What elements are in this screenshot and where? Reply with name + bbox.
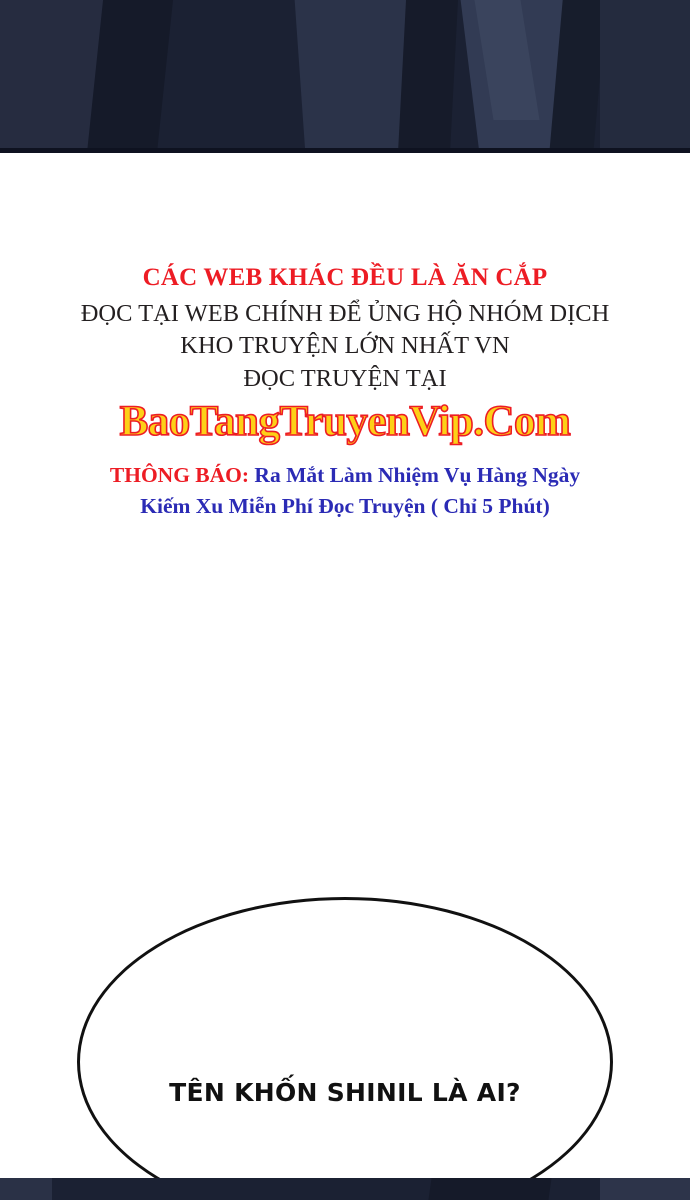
promo-notice-text-2: Kiếm Xu Miễn Phí Đọc Truyện ( Chỉ 5 Phút) [140,494,550,519]
panel-shape-b [87,0,173,153]
panel-bottom-edge [0,148,690,153]
panel-shape-g [600,0,690,153]
promo-notice [0,460,690,522]
promo-subline-3: ĐỌC TRUYỆN TẠI [243,364,447,392]
promo-site-name[interactable]: BaoTangTruyenVip.Com [119,398,571,446]
bottom-art-panel [0,1178,690,1200]
bottom-shape-c [600,1178,690,1200]
speech-bubble [77,897,613,1200]
promo-subline-2: KHO TRUYỆN LỚN NHẤT VN [180,332,510,360]
panel-shape-d [398,0,458,153]
top-art-panel [0,0,690,153]
promo-notice-label: THÔNG BÁO: [109,463,250,488]
bottom-shape-a [0,1178,52,1200]
promo-watermark [0,262,690,523]
bottom-shape-b [428,1178,551,1200]
promo-notice-text: Ra Mắt Làm Nhiệm Vụ Hàng Ngày [249,463,581,488]
speech-bubble-text: TÊN KHỐN SHINIL LÀ AI? [169,1078,521,1107]
promo-headline: CÁC WEB KHÁC ĐỀU LÀ ĂN CẮP [142,264,548,291]
promo-subline-1: ĐỌC TẠI WEB CHÍNH ĐỂ ỦNG HỘ NHÓM DỊCH [80,300,610,327]
